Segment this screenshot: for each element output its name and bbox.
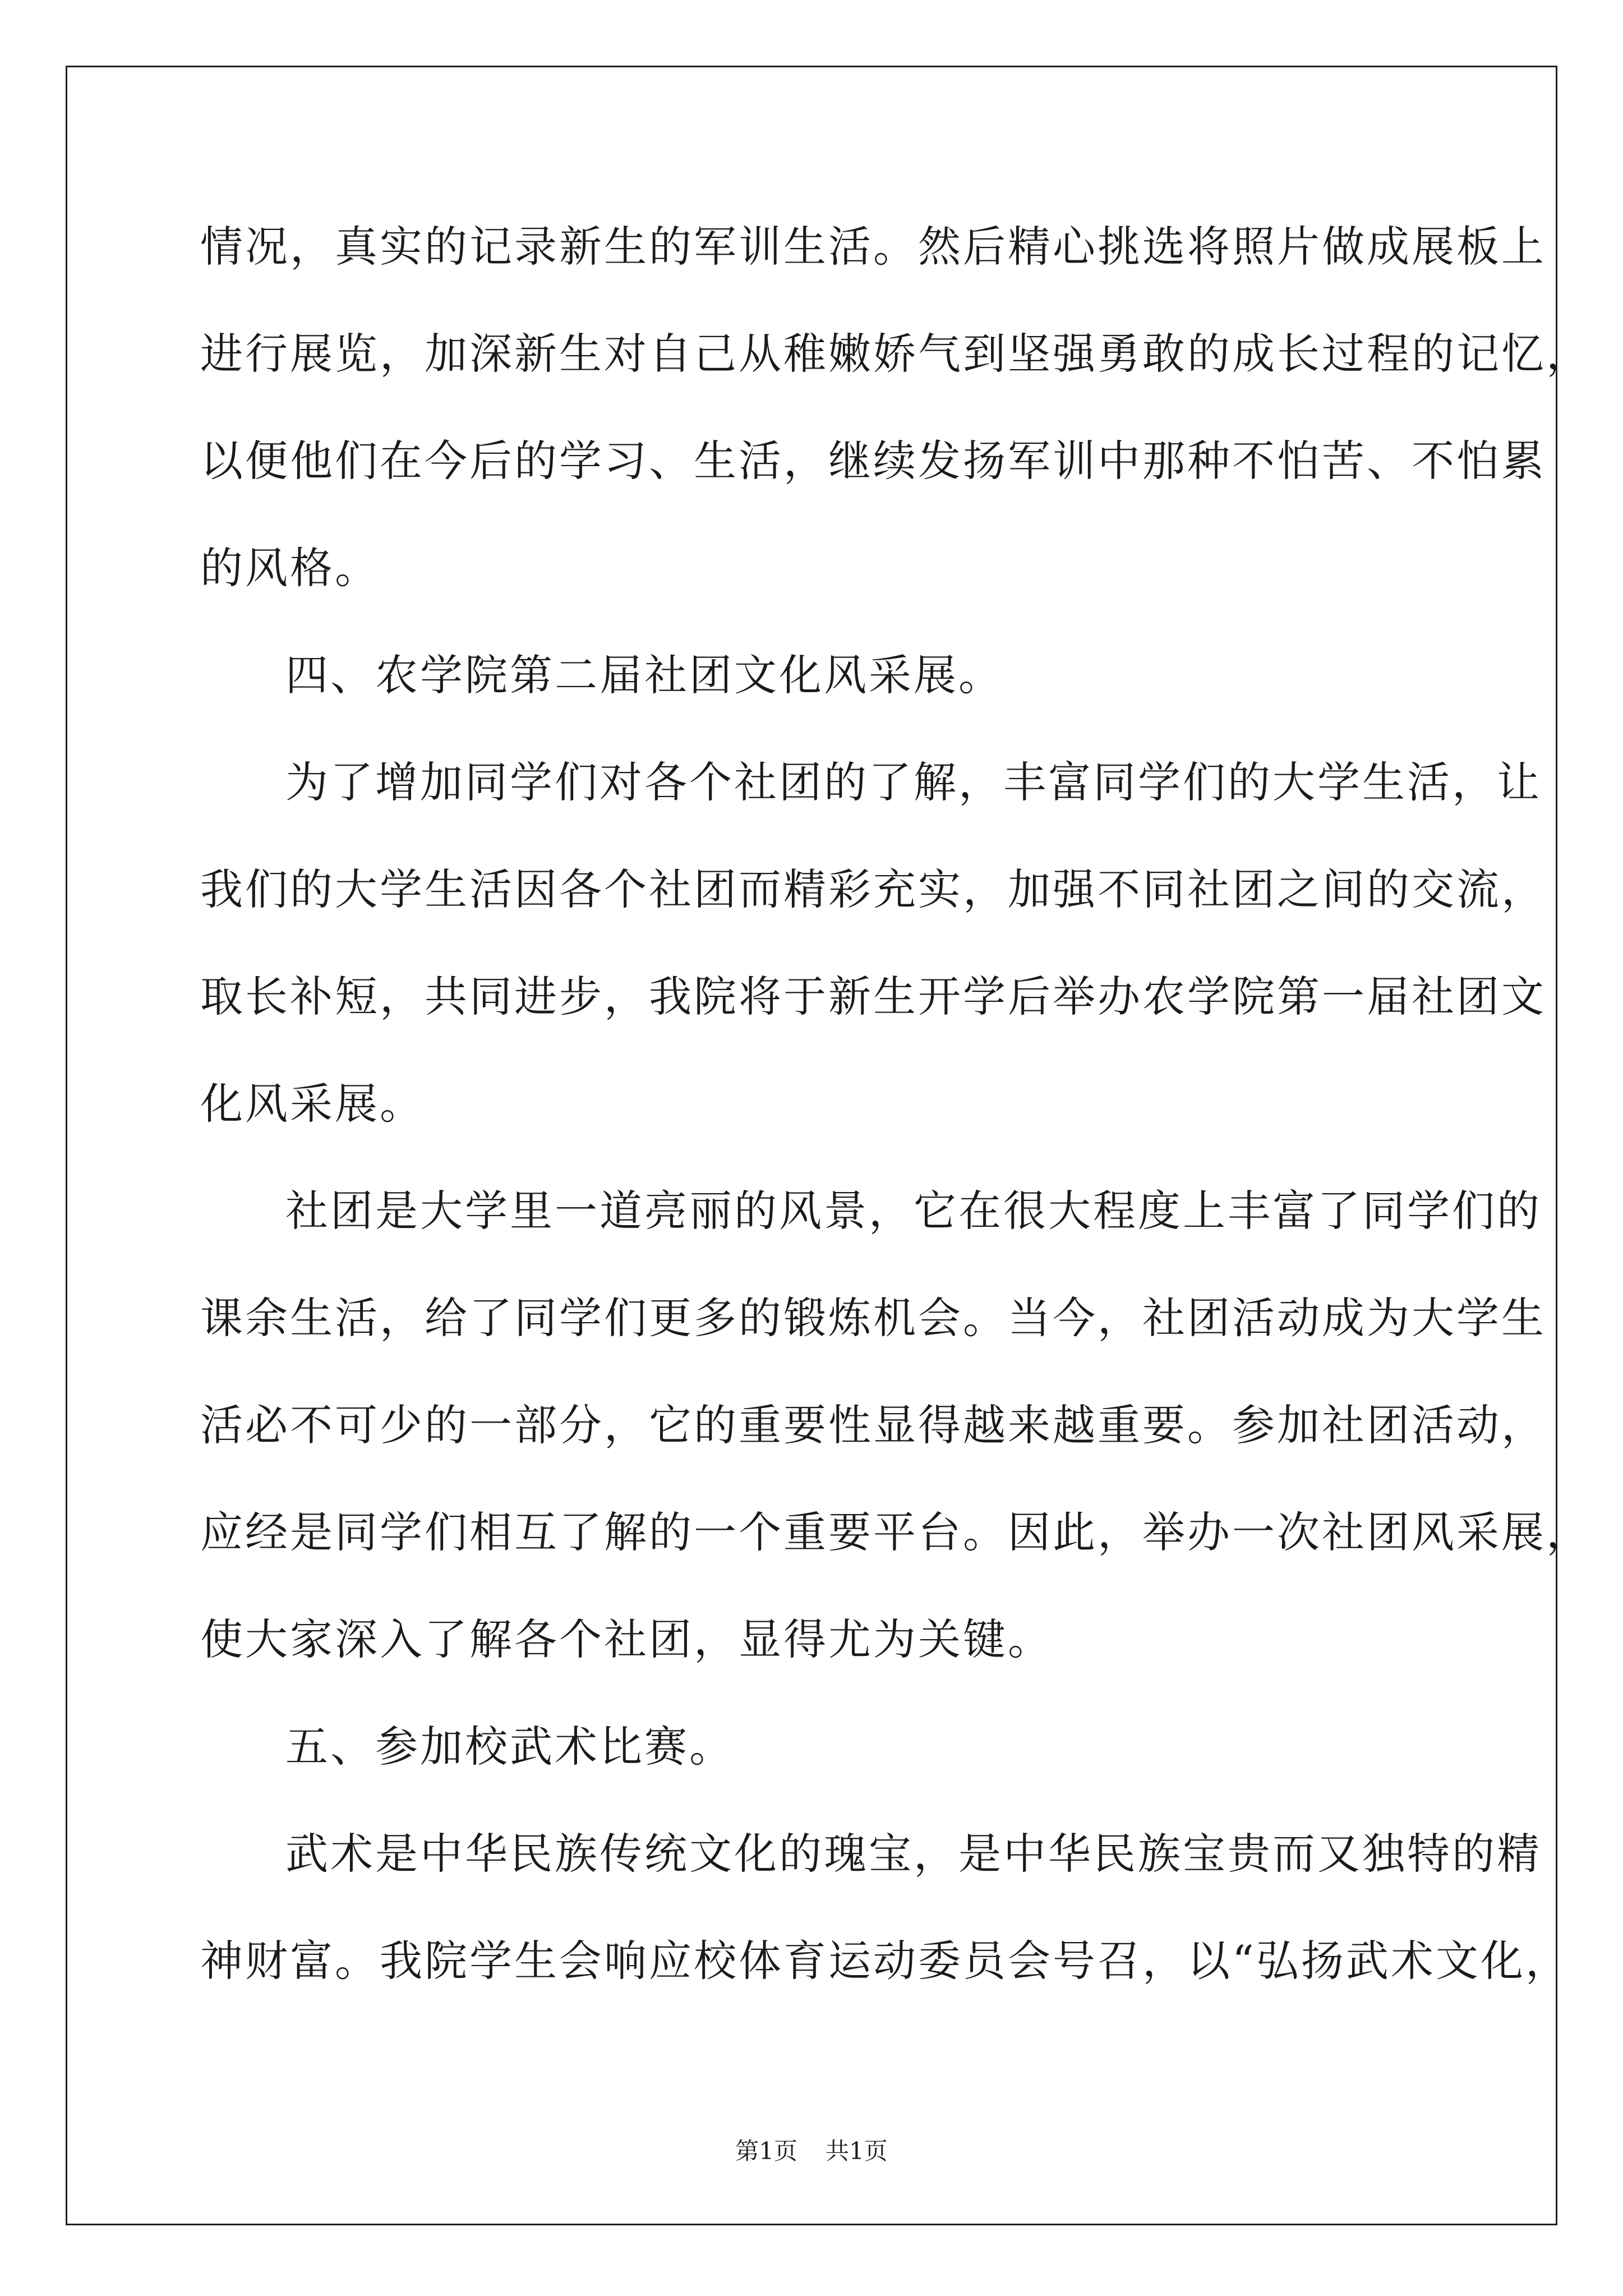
page-total: 共1页 xyxy=(826,2137,888,2165)
text-line: 化风采展。 xyxy=(200,1079,425,1129)
text-line: 神财富。我院学生会响应校体育运动委员会号召，以“弘扬武术文化， xyxy=(200,1936,1570,1986)
text-line: 为了增加同学们对各个社团的了解，丰富同学们的大学生活，让 xyxy=(285,757,1542,807)
page-number: 第1页 xyxy=(735,2137,797,2165)
text-line: 进行展览，加深新生对自己从稚嫩娇气到坚强勇敢的成长过程的记忆， xyxy=(200,329,1591,379)
text-line: 取长补短，共同进步，我院将于新生开学后举办农学院第一届社团文 xyxy=(200,972,1546,1022)
page-footer xyxy=(0,2134,1623,2168)
text-line: 以便他们在今后的学习、生活，继续发扬军训中那种不怕苦、不怕累 xyxy=(200,436,1546,486)
document-body xyxy=(200,213,1591,2035)
text-line: 应经是同学们相互了解的一个重要平台。因此，举办一次社团风采展， xyxy=(200,1507,1591,1557)
text-line: 社团是大学里一道亮丽的风景，它在很大程度上丰富了同学们的 xyxy=(285,1186,1542,1236)
section-heading: 五、参加校武术比赛。 xyxy=(285,1722,734,1772)
section-heading: 四、农学院第二届社团文化风采展。 xyxy=(285,650,1003,700)
text-line: 课余生活，给了同学们更多的锻炼机会。当今，社团活动成为大学生 xyxy=(200,1293,1546,1343)
text-line: 情况，真实的记录新生的军训生活。然后精心挑选将照片做成展板上 xyxy=(200,222,1546,272)
text-line: 我们的大学生活因各个社团而精彩充实，加强不同社团之间的交流， xyxy=(200,864,1546,914)
text-line: 使大家深入了解各个社团，显得尤为关键。 xyxy=(200,1614,1053,1664)
text-line: 活必不可少的一部分，它的重要性显得越来越重要。参加社团活动， xyxy=(200,1400,1546,1450)
text-line: 的风格。 xyxy=(200,543,380,593)
text-line: 武术是中华民族传统文化的瑰宝，是中华民族宝贵而又独特的精 xyxy=(285,1829,1542,1879)
